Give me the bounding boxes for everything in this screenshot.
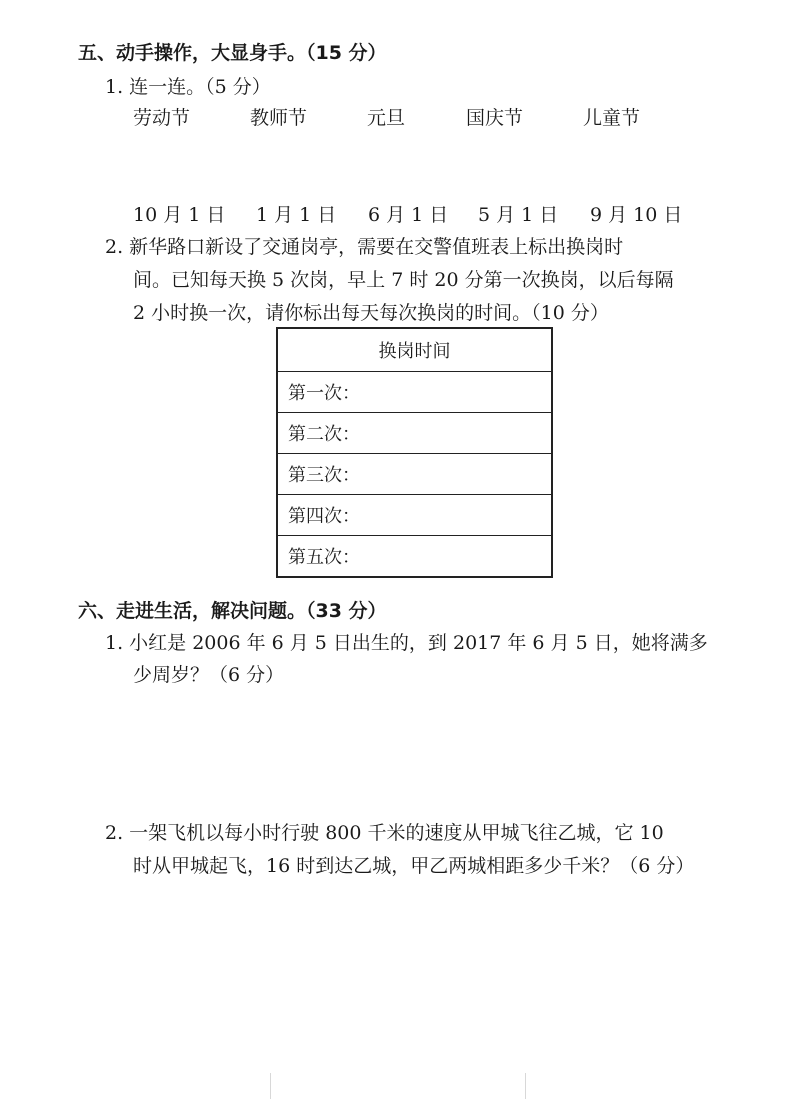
date-may-1: 5 月 1 日 [478, 204, 559, 226]
section-five-title: 五、动手操作，大显身手。（15 分） [78, 42, 387, 64]
table-row [277, 495, 552, 536]
table-row [277, 372, 552, 413]
question-plane-line2: 时从甲城起飞，16 时到达乙城，甲乙两城相距多少千米？（6 分） [133, 855, 695, 877]
table-header-row [277, 328, 552, 372]
date-jun-1: 6 月 1 日 [368, 204, 449, 226]
shift-row-5[interactable]: 第五次： [277, 536, 552, 578]
footer-divider [270, 1073, 271, 1099]
table-row [277, 454, 552, 495]
holiday-new-year: 元旦 [367, 107, 406, 129]
page-footer-strip [0, 1073, 800, 1099]
holiday-national-day: 国庆节 [466, 107, 524, 129]
holiday-childrens-day: 儿童节 [583, 107, 641, 129]
question-connect-prompt: 1. 连一连。（5 分） [105, 76, 271, 98]
date-sep-10: 9 月 10 日 [590, 204, 683, 226]
shift-row-1[interactable]: 第一次： [277, 372, 552, 413]
question-age-line1: 1. 小红是 2006 年 6 月 5 日出生的，到 2017 年 6 月 5 日，她将满多 [105, 632, 708, 654]
footer-divider [525, 1073, 526, 1099]
shift-row-3[interactable]: 第三次： [277, 454, 552, 495]
question-shift-line1: 2. 新华路口新设了交通岗亭，需要在交警值班表上标出换岗时 [105, 236, 624, 258]
holiday-labor-day: 劳动节 [133, 107, 191, 129]
question-plane-line1: 2. 一架飞机以每小时行驶 800 千米的速度从甲城飞往乙城，它 10 [105, 822, 664, 844]
table-row [277, 413, 552, 454]
holiday-teachers-day: 教师节 [250, 107, 308, 129]
question-shift-line3: 2 小时换一次，请你标出每天每次换岗的时间。（10 分） [133, 302, 609, 324]
shift-time-table [276, 327, 553, 578]
table-row [277, 536, 552, 578]
section-six-title: 六、走进生活，解决问题。（33 分） [78, 600, 387, 622]
question-age-line2: 少周岁？（6 分） [133, 664, 285, 686]
date-jan-1: 1 月 1 日 [256, 204, 337, 226]
shift-row-4[interactable]: 第四次： [277, 495, 552, 536]
table-header: 换岗时间 [277, 328, 552, 372]
date-oct-1: 10 月 1 日 [133, 204, 226, 226]
question-shift-line2: 间。已知每天换 5 次岗，早上 7 时 20 分第一次换岗，以后每隔 [133, 269, 674, 291]
shift-row-2[interactable]: 第二次： [277, 413, 552, 454]
